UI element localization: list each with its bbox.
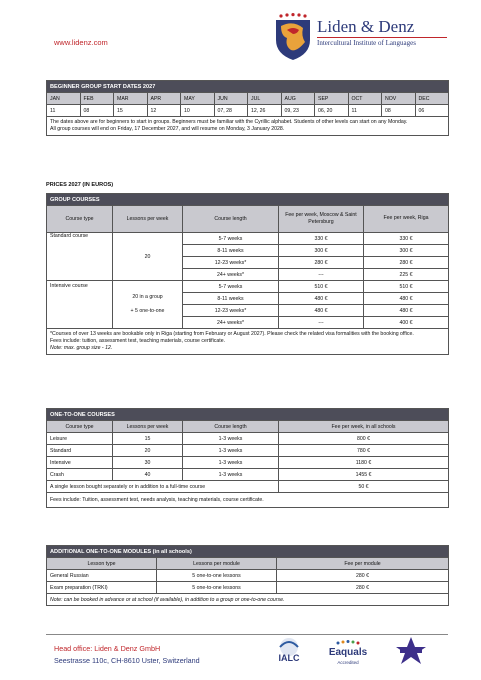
start-date-cell: 11 bbox=[47, 105, 81, 117]
column-header: Fee per module bbox=[277, 558, 449, 570]
fee-cell: 280 € bbox=[277, 582, 449, 594]
lessons-cell: 15 bbox=[113, 433, 183, 445]
eaquals-label: Eaquals bbox=[328, 647, 368, 658]
month-header: AUG bbox=[281, 93, 315, 105]
course-length-cell: 5-7 weeks bbox=[183, 233, 279, 245]
start-date-cell: 06, 20 bbox=[315, 105, 349, 117]
lesson-type-cell: General Russian bbox=[47, 570, 157, 582]
start-date-cell: 08 bbox=[80, 105, 114, 117]
course-type-cell: Intensive course bbox=[47, 281, 113, 329]
fees-include-note: Fees include: tuition, assessment test, teaching materials, course certificate. bbox=[50, 338, 226, 345]
one-to-one-table bbox=[46, 408, 449, 508]
lessons-one-to-one-text: + 5 one-to-one bbox=[130, 308, 165, 314]
fee-cell: 510 € bbox=[364, 281, 449, 293]
logo-subtitle: Intercultural Institute of Languages bbox=[317, 39, 416, 47]
start-date-cell: 06 bbox=[415, 105, 449, 117]
lessons-group-text: 20 in a group bbox=[132, 293, 163, 300]
start-date-cell: 07, 28 bbox=[214, 105, 248, 117]
course-type-cell: Standard course bbox=[47, 233, 113, 245]
fee-cell: 300 € bbox=[364, 245, 449, 257]
fee-cell: 225 € bbox=[364, 269, 449, 281]
start-date-cell: 12, 26 bbox=[248, 105, 282, 117]
column-header: Fee per week, Riga bbox=[364, 206, 449, 233]
course-length-cell: 24+ weeks* bbox=[183, 269, 279, 281]
course-length-cell: 8-11 weeks bbox=[183, 293, 279, 305]
column-header: Lesson type bbox=[47, 558, 157, 570]
start-date-cell: 12 bbox=[147, 105, 181, 117]
fee-cell: 480 € bbox=[364, 293, 449, 305]
footer-divider bbox=[46, 634, 448, 635]
column-header: Lessons per week bbox=[113, 206, 183, 233]
group-courses-table bbox=[46, 193, 449, 355]
lessons-cell: 5 one-to-one lessons bbox=[157, 570, 277, 582]
fee-cell: --- bbox=[279, 269, 364, 281]
column-header: Course type bbox=[47, 421, 113, 433]
course-length-cell: 1-3 weeks bbox=[183, 457, 279, 469]
start-date-cell: 08 bbox=[382, 105, 416, 117]
lessons-cell: 20 bbox=[113, 233, 183, 281]
star-award-icon bbox=[386, 636, 436, 666]
ialc-label: IALC bbox=[278, 653, 300, 663]
fee-cell: 480 € bbox=[279, 305, 364, 317]
single-lesson-fee: 50 € bbox=[279, 481, 449, 493]
course-length-cell: 12-23 weeks* bbox=[183, 257, 279, 269]
star-badge bbox=[386, 636, 436, 666]
lion-shield-icon bbox=[271, 12, 315, 62]
fee-cell: 280 € bbox=[277, 570, 449, 582]
course-length-cell: 8-11 weeks bbox=[183, 245, 279, 257]
fee-cell: 330 € bbox=[364, 233, 449, 245]
month-header: FEB bbox=[80, 93, 114, 105]
prices-heading: PRICES 2027 (IN EUROS) bbox=[46, 182, 114, 188]
riga-footnote: *Courses of over 13 weeks are bookable only in Riga (starting from February or August 2027). Please check the related visa formalities with the booking office. bbox=[50, 331, 414, 337]
fee-cell: 480 € bbox=[279, 293, 364, 305]
month-header: MAY bbox=[181, 93, 215, 105]
fee-cell: --- bbox=[279, 317, 364, 329]
start-date-cell: 09, 23 bbox=[281, 105, 315, 117]
logo-divider bbox=[317, 37, 447, 38]
fee-cell: 510 € bbox=[279, 281, 364, 293]
fee-cell: 1455 € bbox=[279, 469, 449, 481]
month-header: JUN bbox=[214, 93, 248, 105]
month-header: APR bbox=[147, 93, 181, 105]
website-url[interactable]: www.lidenz.com bbox=[54, 38, 108, 47]
table-row bbox=[47, 469, 449, 481]
section-title: ONE-TO-ONE COURSES bbox=[47, 409, 449, 421]
section-title: BEGINNER GROUP START DATES 2027 bbox=[47, 81, 449, 93]
fee-cell: 400 € bbox=[364, 317, 449, 329]
column-header: Fee per week, Moscow & Saint Petersburg bbox=[279, 206, 364, 233]
table-row bbox=[47, 433, 449, 445]
lessons-cell: 20 bbox=[113, 445, 183, 457]
address-text: Seestrasse 110c, CH-8610 Uster, Switzerland bbox=[54, 656, 200, 665]
group-courses-notes bbox=[47, 329, 449, 355]
month-header: JAN bbox=[47, 93, 81, 105]
fee-cell: 280 € bbox=[364, 257, 449, 269]
section-title: ADDITIONAL ONE-TO-ONE MODULES (in all schools) bbox=[47, 546, 449, 558]
course-length-cell: 1-3 weeks bbox=[183, 433, 279, 445]
course-length-cell: 1-3 weeks bbox=[183, 469, 279, 481]
table-row bbox=[47, 457, 449, 469]
group-size-note: Note: max. group size - 12. bbox=[50, 345, 113, 352]
month-header: MAR bbox=[114, 93, 148, 105]
fee-cell: 300 € bbox=[279, 245, 364, 257]
lessons-cell: 30 bbox=[113, 457, 183, 469]
course-type-cell: Standard bbox=[47, 445, 113, 457]
fee-cell: 780 € bbox=[279, 445, 449, 457]
course-length-cell: 12-23 weeks* bbox=[183, 305, 279, 317]
course-length-cell: 5-7 weeks bbox=[183, 281, 279, 293]
column-header: Lessons per week bbox=[113, 421, 183, 433]
start-date-cell: 15 bbox=[114, 105, 148, 117]
course-length-cell: 1-3 weeks bbox=[183, 445, 279, 457]
fees-include-note: Fees include: Tuition, assessment test, needs analysis, teaching materials, course certificate. bbox=[47, 493, 449, 508]
section-title: GROUP COURSES bbox=[47, 194, 449, 206]
head-office-text: Head office: Liden & Denz GmbH bbox=[54, 644, 161, 653]
logo-title: Liden & Denz bbox=[317, 17, 415, 36]
lessons-cell bbox=[113, 281, 183, 329]
start-date-cell: 10 bbox=[181, 105, 215, 117]
lessons-cell: 40 bbox=[113, 469, 183, 481]
course-length-cell: 24+ weeks* bbox=[183, 317, 279, 329]
eaquals-badge bbox=[318, 638, 378, 668]
fee-cell: 800 € bbox=[279, 433, 449, 445]
lesson-type-cell: Exam preparation (TRKI) bbox=[47, 582, 157, 594]
month-header: JUL bbox=[248, 93, 282, 105]
table-row bbox=[47, 570, 449, 582]
fee-cell: 280 € bbox=[279, 257, 364, 269]
start-date-cell: 11 bbox=[348, 105, 382, 117]
column-header: Course length bbox=[183, 206, 279, 233]
closure-note: All group courses will end on Friday, 17 December 2027, and will resume on Monday, 3 January 2028. bbox=[50, 126, 285, 133]
additional-modules-table bbox=[46, 545, 449, 606]
additional-note: Note: can be booked in advance or at school (if available), in addition to a group or one-to-one course. bbox=[47, 594, 449, 606]
month-header: OCT bbox=[348, 93, 382, 105]
lessons-cell: 5 one-to-one lessons bbox=[157, 582, 277, 594]
column-header: Course type bbox=[47, 206, 113, 233]
table-row bbox=[47, 445, 449, 457]
beginners-note: The dates above are for beginners to start in groups. Beginners must be familiar with the Cyrillic alphabet. Students of other levels can start on any Monday. bbox=[50, 119, 408, 125]
single-lesson-label: A single lesson bought separately or in addition to a full-time course bbox=[47, 481, 279, 493]
course-type-cell bbox=[47, 245, 113, 281]
course-type-cell: Intensive bbox=[47, 457, 113, 469]
column-header: Course length bbox=[183, 421, 279, 433]
company-logo bbox=[271, 12, 451, 62]
start-dates-note bbox=[47, 117, 449, 136]
course-type-cell: Leisure bbox=[47, 433, 113, 445]
eaquals-accredited-label: Accredited bbox=[337, 660, 359, 665]
month-header: DEC bbox=[415, 93, 449, 105]
fee-cell: 480 € bbox=[364, 305, 449, 317]
column-header: Lessons per module bbox=[157, 558, 277, 570]
month-header: NOV bbox=[382, 93, 416, 105]
column-header: Fee per week, in all schools bbox=[279, 421, 449, 433]
ialc-badge bbox=[272, 637, 306, 665]
month-header: SEP bbox=[315, 93, 349, 105]
course-type-cell: Crash bbox=[47, 469, 113, 481]
table-row bbox=[47, 582, 449, 594]
fee-cell: 1180 € bbox=[279, 457, 449, 469]
fee-cell: 330 € bbox=[279, 233, 364, 245]
start-dates-table bbox=[46, 80, 449, 136]
